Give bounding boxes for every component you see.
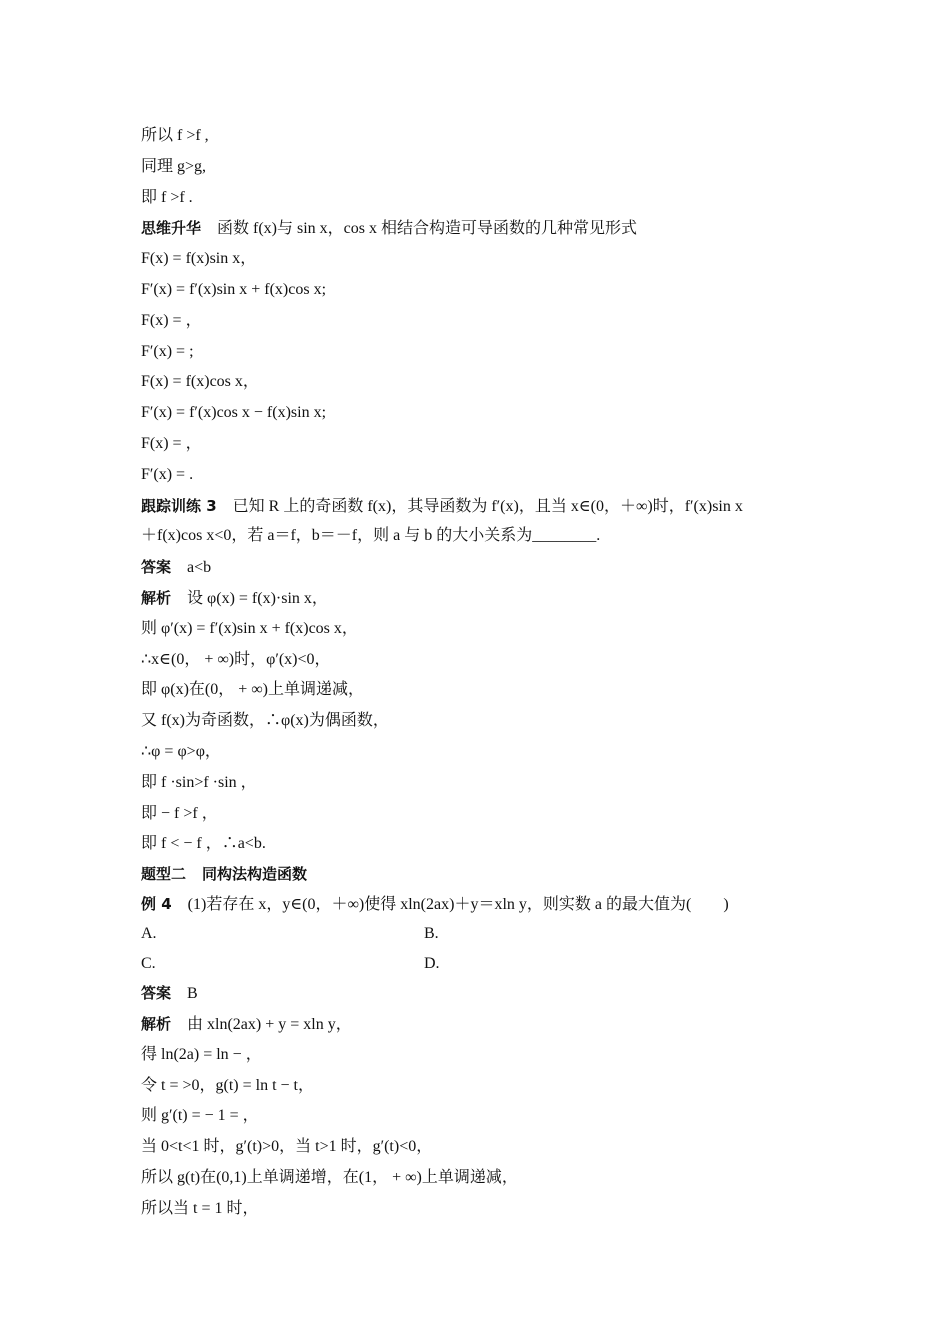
- formula-line: F′(x) = .: [141, 465, 194, 483]
- text-line: 即 φ(x)在(0， + ∞)上单调递减，: [141, 681, 364, 699]
- practice-question-line: 跟踪训练 3 已知 R 上的奇函数 f(x)，其导函数为 f′(x)，且当 x∈(0，＋∞)时，f′(x)sin x: [141, 496, 743, 515]
- text-line: 当 0<t<1 时，g′(t)>0，当 t>1 时，g′(t)<0，: [141, 1138, 433, 1156]
- formula-line: F(x) = f(x)cos x，: [141, 373, 259, 391]
- text-line: ＋f(x)cos x<0，若 a＝f，b＝－f，则 a 与 b 的大小关系为________.: [141, 527, 601, 545]
- section-label: 思维升华: [141, 219, 202, 238]
- text-line: ∴φ = φ>φ，: [141, 742, 221, 760]
- section-label: 答案: [141, 984, 172, 1003]
- example-question-line: 例 4 (1)若存在 x，y∈(0，＋∞)使得 xln(2ax)＋y＝xln y，则实数 a 的最大值为( ): [141, 894, 729, 913]
- section-label: 跟踪训练 3: [141, 496, 217, 515]
- thinking-summary-line: 思维升华 函数 f(x)与 sin x，cos x 相结合构造可导函数的几种常见形式: [141, 219, 638, 238]
- formula-line: F′(x) = f′(x)sin x + f(x)cos x;: [141, 280, 327, 298]
- section-label: 解析: [141, 588, 172, 607]
- text-line: 令 t = >0，g(t) = ln t − t，: [141, 1076, 314, 1094]
- section-heading-text: 同构法构造函数: [202, 865, 308, 884]
- section-label: 例 4: [141, 894, 172, 913]
- option-a: A.: [141, 925, 157, 943]
- formula-line: F(x) = ，: [141, 434, 202, 452]
- option-c: C.: [141, 954, 156, 972]
- text-line: 即 − f >f ，: [141, 804, 218, 822]
- options-row: [141, 919, 821, 949]
- formula-line: F(x) = ，: [141, 311, 202, 329]
- document-content: [141, 121, 821, 1225]
- analysis-line: 解析 由 xln(2ax) + y = xln y，: [141, 1014, 352, 1033]
- text-line: 所以 f >f ,: [141, 127, 209, 144]
- text-line: ∴x∈(0， + ∞)时，φ′(x)<0，: [141, 650, 331, 668]
- formula-line: F′(x) = f′(x)cos x − f(x)sin x;: [141, 404, 327, 422]
- section-label: 题型二: [141, 865, 187, 884]
- text-line: 所以 g(t)在(0,1)上单调递增，在(1， + ∞)上单调递减，: [141, 1168, 518, 1186]
- options-row: [141, 949, 821, 979]
- text-line: 即 f >f .: [141, 188, 193, 206]
- formula-line: F(x) = f(x)sin x，: [141, 250, 257, 268]
- option-b: B.: [424, 925, 439, 943]
- text-line: 同理 g>g,: [141, 157, 207, 175]
- answer-line: 答案 B: [141, 984, 198, 1003]
- text-line: 即 f < − f ，∴a<b.: [141, 835, 266, 853]
- option-d: D.: [424, 954, 440, 972]
- text-line: 即 f ·sin>f ·sin ，: [141, 773, 257, 791]
- text-line: 所以当 t = 1 时，: [141, 1199, 259, 1217]
- formula-line: F′(x) = ;: [141, 342, 194, 360]
- section-heading: [141, 860, 821, 890]
- text-line: 则 g′(t) = − 1 = ，: [141, 1107, 259, 1125]
- text-line: 得 ln(2a) = ln − ，: [141, 1045, 262, 1063]
- analysis-line: 解析 设 φ(x) = f(x)·sin x，: [141, 588, 328, 607]
- answer-line: 答案 a<b: [141, 558, 212, 577]
- text-line: 则 φ′(x) = f′(x)sin x + f(x)cos x，: [141, 619, 358, 637]
- section-label: 解析: [141, 1014, 172, 1033]
- section-label: 答案: [141, 558, 172, 577]
- text-line: 又 f(x)为奇函数，∴φ(x)为偶函数，: [141, 712, 389, 730]
